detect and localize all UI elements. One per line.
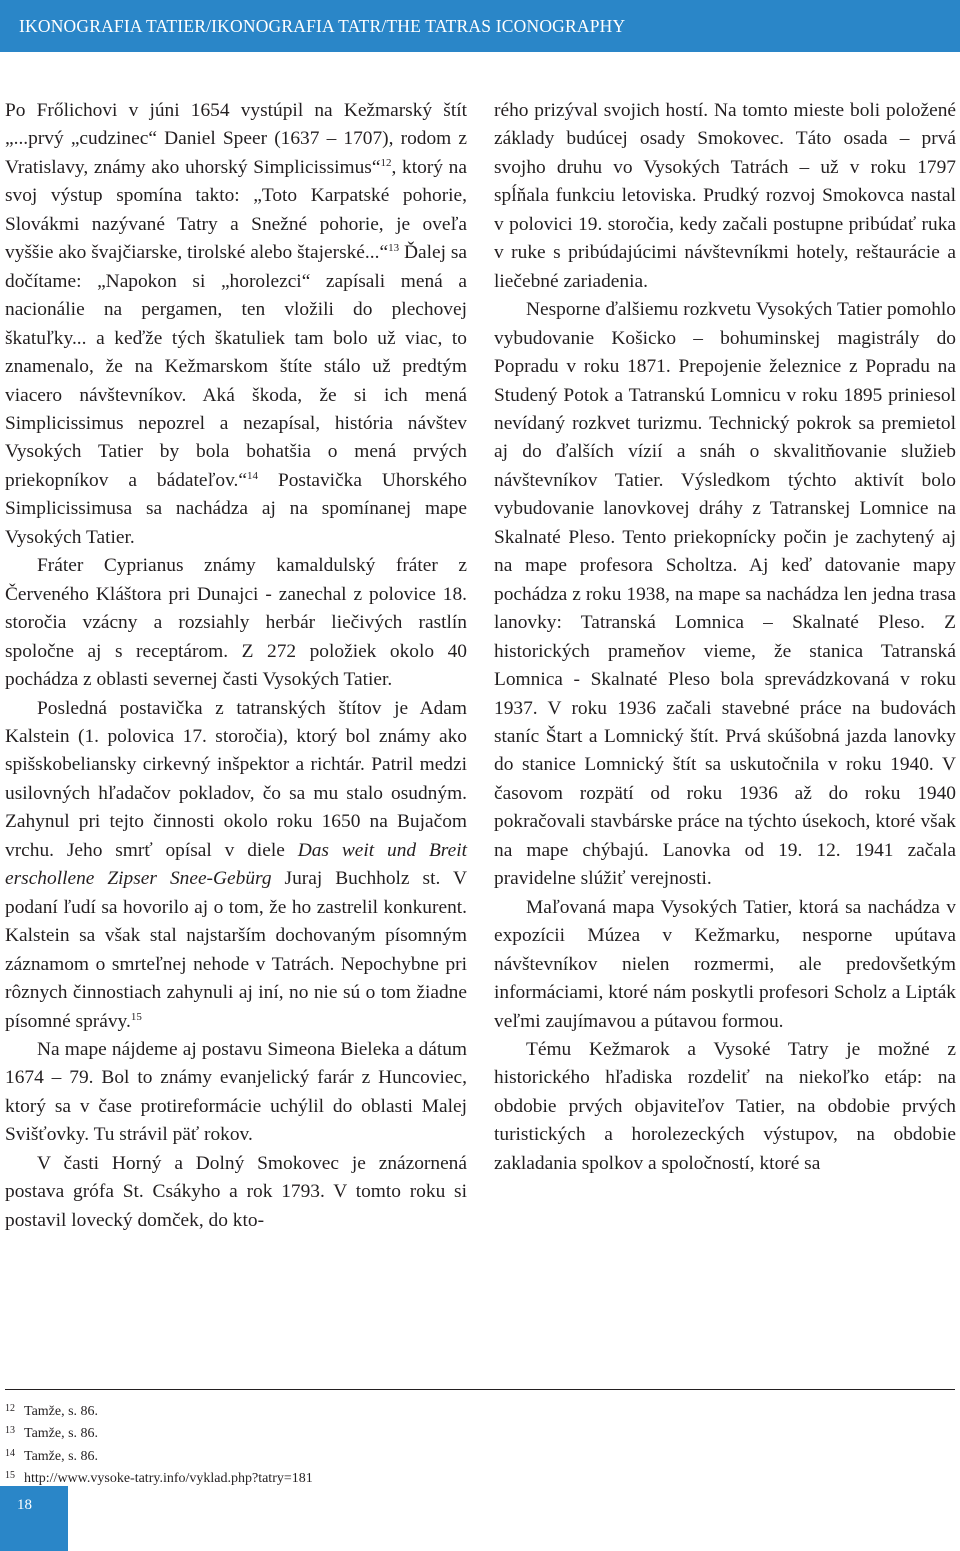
footnote-divider xyxy=(5,1389,955,1390)
footnotes xyxy=(5,1399,313,1488)
footnote-ref[interactable]: 15 xyxy=(130,1010,142,1023)
paragraph: Na mape nájdeme aj postavu Simeona Bieleka a dátum 1674 – 79. Bol to známy evanjelický farár z Huncoviec, ktorý sa v čase protireformácie uchýlil do oblasti Malej Svišťovky. Tu strávil päť rokov. xyxy=(5,1038,467,1146)
page-number: 18 xyxy=(17,1497,32,1513)
paragraph: Maľovaná mapa Vysokých Tatier, ktorá sa nachádza v expozícii Múzea v Kežmarku, nesporne upútava návštevníkov nielen rozmermi, ale predovšetkým informáciami, ktoré nám poskytli profesori Scholz a Lipták veľmi zaujímavou a pútavou formou. xyxy=(494,896,956,1032)
right-column xyxy=(494,97,956,1178)
footnote: 12 Tamže, s. 86. xyxy=(5,1403,99,1419)
paragraph: Posledná postavička z tatranských štítov je Adam Kalstein (1. polovica 17. storočia), ktorý bol známy ako spišskobeliansky cirkevný inšpektor a richtár. Patril medzi usilovných hľadačov pokladov, čo sa mu stalo osudným. Zahynul pri tejto činnosti okolo roku 1650 na Bujačom vrchu. Jeho smrť opísal v diele Das weit und Breit erschollene Zipser Snee-Gebürg Juraj Buchholz st. V podaní ľudí sa hovorilo aj o tom, že ho zastrelil konkurent. Kalstein sa však stal najstarším dochovaným písomným záznamom o smrteľnej nehode v Tatrách. Nepochybne pri rôznych činnostiach zahynuli aj iní, no nie sú o tom žiadne písomné správy.$^{15}$ xyxy=(5,697,467,1032)
paragraph: Fráter Cyprianus známy kamaldulský fráter z Červeného Kláštora pri Dunajci - zanechal z polovice 18. storočia vzácny a rozsiahly herbár liečivých rastlín spoločne aj s receptárom. Z 272 položiek okolo 40 pochádza z oblasti severnej časti Vysokých Tatier. xyxy=(5,555,467,691)
paragraph: rého prizýval svojich hostí. Na tomto mieste boli položené základy budúcej osady Smokovec. Táto osada – prvá svojho druhu vo Vysokých Tatrách – už v roku 1797 spĺňala funkciu letoviska. Prudký rozvoj Smokovca nastal v polovici 19. storočia, kedy začali postupne pribúdať ruka v ruke s pribúdajúcimi návštevníkmi hotely, reštaurácie a liečebné zariadenia. xyxy=(494,100,956,292)
footnote-ref[interactable]: 12 xyxy=(380,156,392,169)
footnote-ref[interactable]: 14 xyxy=(246,469,258,482)
footnote-ref[interactable]: 13 xyxy=(388,242,400,255)
page-number-box xyxy=(0,1486,68,1551)
footnote: 15 http://www.vysoke-tatry.info/vyklad.php?tatry=181 xyxy=(5,1469,313,1486)
paragraph: V časti Horný a Dolný Smokovec je znázornená postava grófa St. Csákyho a rok 1793. V tomto roku si postavil lovecký domček, do kto- xyxy=(5,1152,467,1231)
paragraph: Po Frőlichovi v júni 1654 vystúpil na Kežmarský štít „...prvý „cudzinec“ Daniel Speer (1637 – 1707), rodom z Vratislavy, známy ako uhorský Simplicissimus“$^{12}$, ktorý na svoj výstup spomína takto: „Toto Karpatské pohorie, Slovákmi nazývané Tatry a Snežné pohorie, je oveľa vyššie ako švajčiarske, tirolské alebo štajerské...“$^{13}$ Ďalej sa dočítame: „Napokon si „horolezci“ zapísali mená a nacionálie na pergamen, ten vložili do plechovej škatuľky... a keďže tých škatuliek tam bolo už viac, to znamenalo, že na Kežmarskom štíte stálo už predtým viacero návštevníkov. Aká škoda, že si ich mená Simplicissimus nepozrel a nezapísal, história návštev Vysokých Tatier by bola bohatšia o mená prvých priekopníkov a bádateľov.“$^{14}$ Postavička Uhorského Simplicissimusa sa nachádza aj na spomínanej mape Vysokých Tatier. xyxy=(5,100,468,548)
footnote: 14 Tamže, s. 86. xyxy=(5,1447,99,1464)
paragraph: Tému Kežmarok a Vysoké Tatry je možné z historického hľadiska rozdeliť na niekoľko etáp: na obdobie prvých objaviteľov Tatier, na obdobie prvých turistických a horolezeckých výstupov, na obdobie zakladania spolkov a spoločností, ktoré sa xyxy=(494,1038,956,1174)
footnote: 13 Tamže, s. 86. xyxy=(5,1425,99,1442)
left-column xyxy=(5,97,467,1235)
paragraph: Nesporne ďalšiemu rozkvetu Vysokých Tatier pomohlo vybudovanie Košicko – bohuminskej magistrály do Popradu v roku 1871. Prepojenie železnice z Popradu na Studený Potok a Tatranskú Lomnicu v roku 1895 priniesol nevídaný rozkvet turizmu. Technický pokrok sa premietol aj do ďalších vízií a snáh o skvalitňovanie služieb návštevníkov Tatier. Výsledkom týchto aktivít bolo vybudovanie lanovkovej dráhy z Tatranskej Lomnice na Skalnaté Pleso. Tento priekopnícky počin je zachytený aj na mape profesora Scholtza. Aj keď datovanie mapy pochádza z roku 1938, na mape sa nachádza len jedna trasa lanovky: Tatranská Lomnica – Skalnaté Pleso. Z historických prameňov vieme, že stanica Tatranská Lomnica - Skalnaté Pleso bola sprevádzkovaná v roku 1937. V roku 1936 začali stavebné práce na budovách staníc Štart a Lomnický štít. Prvá skúšobná jazda lanovky do stanice Lomnický štít sa uskutočnila v roku 1940. V časovom rozpätí od roku 1936 až do roku 1940 pokračovali stavbárske práce na týchto úsekoch, ktoré však na mape chýbajú. Lanovka od 19. 12. 1941 začala pravidelne slúžiť verejnosti. xyxy=(494,299,956,890)
header-bar xyxy=(0,0,960,52)
footnote-link[interactable]: http://www.vysoke-tatry.info/vyklad.php?tatry=181 xyxy=(24,1470,313,1486)
header-title: IKONOGRAFIA TATIER/IKONOGRAFIA TATR/THE TATRAS ICONOGRAPHY xyxy=(19,16,626,36)
book-title: Das weit und Breit erschollene Zipser Snee-Gebürg xyxy=(5,839,467,890)
